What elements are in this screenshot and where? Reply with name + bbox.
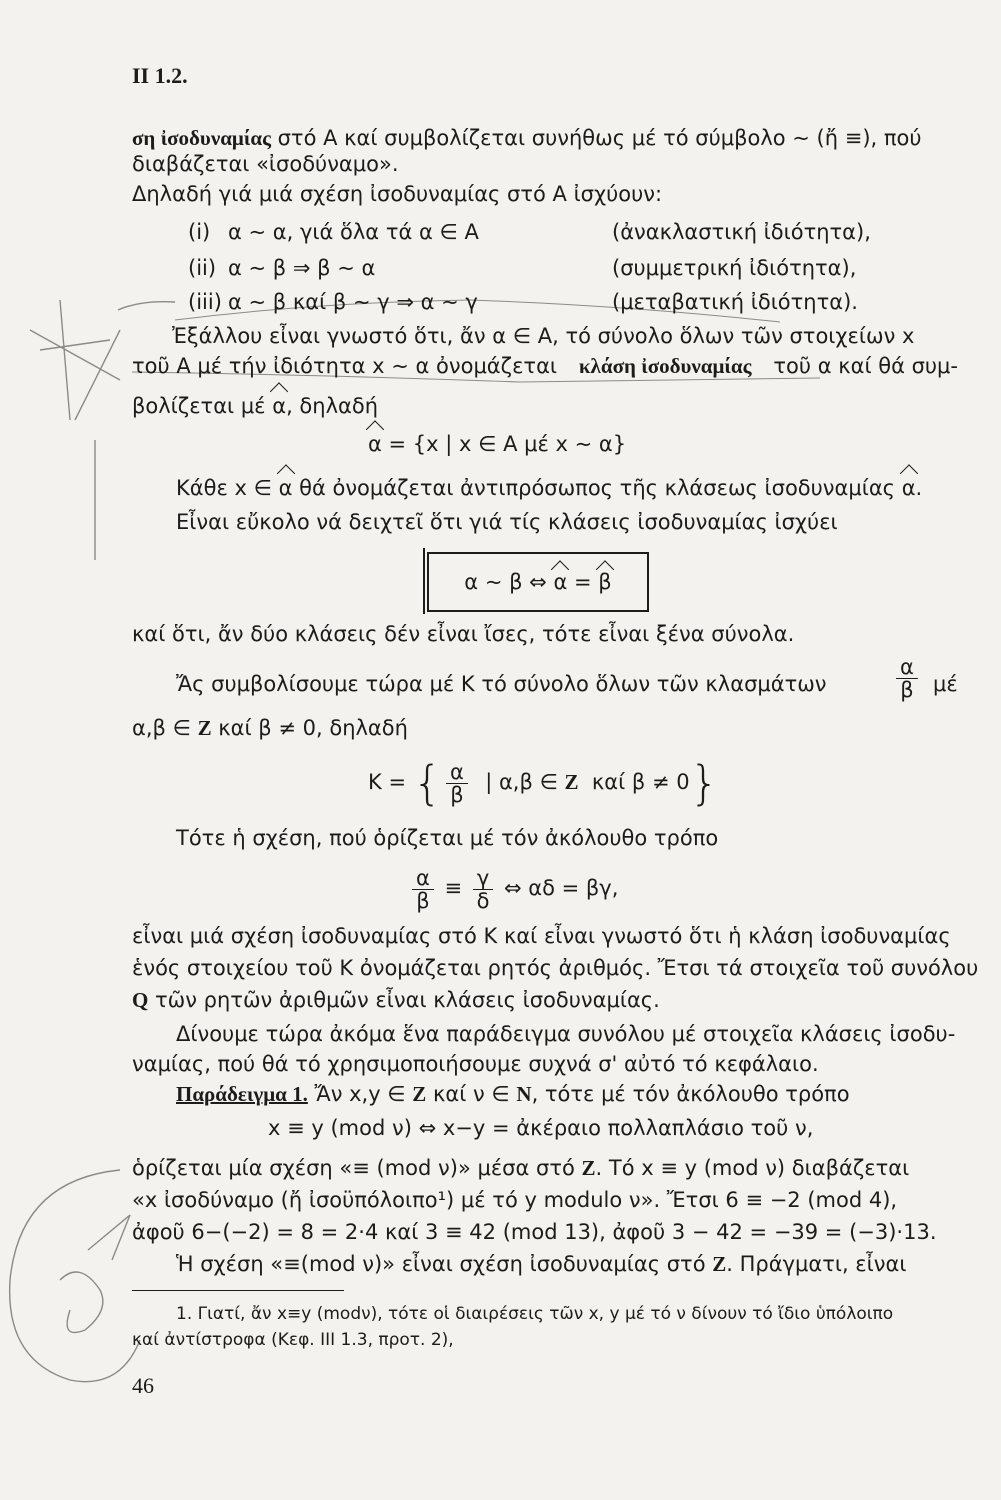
numerator: α	[446, 761, 468, 784]
property-label: (ii)	[188, 256, 217, 280]
text-line: ἑνός στοιχείου τοῦ Κ ὀνομάζεται ρητός ἀριθμός. Ἔτσι τά στοιχεῖα τοῦ συνόλου	[132, 956, 979, 980]
formula: = {x | x ∈ Α μέ x ∼ α}	[388, 432, 627, 456]
example-label: Παράδειγμα 1.	[176, 1082, 308, 1106]
bold-term: ση ἰσοδυναμίας	[132, 126, 271, 150]
text: , τότε μέ τόν ἀκόλουθο τρόπο	[531, 1082, 850, 1106]
text: , δηλαδή	[286, 394, 379, 418]
formula: ≡	[444, 876, 463, 900]
text-line: Δηλαδή γιά μιά σχέση ἰσοδυναμίας στό Α ἰσχύουν:	[132, 182, 663, 206]
set-symbol: Z	[412, 1082, 427, 1106]
denominator: β	[416, 888, 430, 913]
example-heading	[176, 1080, 850, 1108]
numerator: α	[896, 656, 918, 679]
formula: α ∼ β ⇔	[464, 570, 547, 594]
property-label: (iii)	[188, 290, 222, 314]
property-formula: α ∼ β καί β ∼ γ ⇒ α ∼ γ	[228, 290, 478, 314]
set-symbol: Z	[581, 1156, 596, 1180]
property-label: (i)	[188, 220, 211, 244]
footnote-line: καί ἀντίστροφα (Κεφ. ΙΙΙ 1.3, προτ. 2),	[132, 1330, 454, 1350]
text: Ἄν x,y ∈	[314, 1082, 406, 1106]
bold-term: κλάση ἰσοδυναμίας	[578, 354, 752, 378]
hat-symbol: α	[553, 570, 568, 594]
denominator: δ	[476, 888, 490, 913]
text: Ἡ σχέση «≡(mod ν)» εἶναι σχέση ἰσοδυναμίας στό	[176, 1252, 706, 1276]
text-line	[132, 1154, 909, 1182]
hat-symbol: α	[278, 476, 293, 500]
set-symbol: Z	[197, 716, 212, 740]
formula: =	[573, 570, 592, 594]
text-line	[176, 1250, 906, 1278]
text: μέ	[933, 672, 958, 696]
footnote-line: 1. Γιατί, ἄν x≡y (modν), τότε οἱ διαιρέσεις τῶν x, y μέ τό ν δίνουν τό ἴδιο ὑπόλοιπο	[176, 1304, 894, 1324]
set-symbol: Q	[132, 988, 149, 1012]
section-number: II 1.2.	[132, 63, 188, 88]
property-formula: α ∼ β ⇒ β ∼ α	[228, 256, 376, 280]
text: τοῦ Α μέ τήν ἰδιότητα x ∼ α ὀνομάζεται	[132, 354, 558, 378]
text-line: Ἐξάλλου εἶναι γνωστό ὅτι, ἄν α ∈ Α, τό σύνολο ὅλων τῶν στοιχείων x	[172, 324, 915, 348]
set-K-definition: Κ = { $\frac{\alpha}{\beta}$ | α,β ∈ Z καί β ≠ 0}	[368, 756, 719, 810]
text-line: Εἶναι εὔκολο νά δειχτεῖ ὅτι γιά τίς κλάσεις ἰσοδυναμίας ἰσχύει	[176, 510, 838, 534]
denominator: β	[450, 782, 464, 807]
text: καί β ≠ 0, δηλαδή	[218, 716, 408, 740]
property-formula: α ∼ α, γιά ὅλα τά α ∈ Α	[228, 220, 479, 244]
formula: ⇔ αδ = βγ,	[503, 876, 619, 900]
text-line: καί ὅτι, ἄν δύο κλάσεις δέν εἶναι ἴσες, τότε εἶναι ξένα σύνολα.	[132, 622, 795, 646]
text: βολίζεται μέ	[132, 394, 266, 418]
text-line	[176, 474, 936, 502]
text-line: Τότε ἡ σχέση, πού ὁρίζεται μέ τόν ἀκόλουθο τρόπο	[176, 826, 719, 850]
text-line	[132, 714, 408, 742]
set-symbol: N	[516, 1082, 532, 1106]
formula: | α,β ∈	[485, 770, 558, 794]
text-line: ναμίας, πού θά τό χρησιμοποιήσουμε συχνά σ' αὐτό τό κεφάλαιο.	[132, 1052, 819, 1076]
text: .	[915, 476, 923, 500]
set-symbol: Z	[564, 770, 579, 794]
text: τῶν ρητῶν ἀριθμῶν εἶναι κλάσεις ἰσοδυναμίας.	[155, 988, 660, 1012]
text: ὁρίζεται μία σχέση «≡ (mod ν)» μέσα στό	[132, 1156, 575, 1180]
formula: καί β ≠ 0	[591, 770, 690, 794]
text-line	[132, 124, 958, 152]
denominator: β	[900, 678, 914, 702]
text-line: διαβάζεται «ἰσοδύναμο».	[132, 152, 399, 176]
property-name: (μεταβατική ἰδιότητα).	[612, 290, 858, 314]
numerator: α	[412, 867, 434, 890]
hat-symbol: β	[598, 570, 612, 594]
page-number: 46	[132, 1373, 154, 1398]
footnote-rule	[132, 1290, 344, 1291]
class-definition	[368, 430, 626, 458]
text: . Τό x ≡ y (mod ν) διαβάζεται	[595, 1156, 910, 1180]
text: θά ὀνομάζεται ἀντιπρόσωπος τῆς κλάσεως ἰσοδυναμίας	[299, 476, 895, 500]
text-line	[132, 986, 660, 1014]
text: στό Α καί συμβολίζεται συνήθως μέ τό σύμβολο ∼ (ἤ ≡), πού	[270, 126, 922, 150]
property-name: (συμμετρική ἰδιότητα),	[612, 256, 857, 280]
hat-symbol: α	[272, 394, 287, 418]
formula: Κ =	[368, 770, 407, 794]
text: καί ν ∈	[433, 1082, 510, 1106]
boxed-formula	[427, 552, 649, 612]
text: τοῦ α καί θά συμ-	[773, 354, 958, 378]
text-line	[132, 392, 958, 420]
fraction	[892, 656, 922, 701]
text: . Πράγματι, εἶναι	[726, 1252, 907, 1276]
congruence-formula: x ≡ y (mod ν) ⇔ x−y = ἀκέραιο πολλαπλάσιο τοῦ ν,	[268, 1116, 814, 1140]
set-symbol: Z	[712, 1252, 727, 1276]
numerator: γ	[473, 867, 493, 890]
text-line: εἶναι μιά σχέση ἰσοδυναμίας στό Κ καί εἶναι γνωστό ὅτι ἡ κλάση ἰσοδυναμίας	[132, 924, 951, 948]
relation-formula	[408, 858, 618, 918]
text-line: Ἄς συμβολίσουμε τώρα μέ Κ τό σύνολο ὅλων τῶν κλασμάτων	[176, 672, 827, 696]
hat-symbol: α	[901, 476, 916, 500]
text: α,β ∈	[132, 716, 191, 740]
text: Κάθε x ∈	[176, 476, 272, 500]
hat-symbol: α	[368, 432, 382, 456]
text-line: «x ἰσοδύναμο (ἤ ἰσοϋπόλοιπο¹) μέ τό y modulo ν». Ἔτσι 6 ≡ −2 (mod 4),	[132, 1188, 898, 1212]
text-line	[132, 352, 958, 380]
text-line: ἀφοῦ 6−(−2) = 8 = 2·4 καί 3 ≡ 42 (mod 13), ἀφοῦ 3 − 42 = −39 = (−3)·13.	[132, 1220, 937, 1244]
property-name: (ἀνακλαστική ἰδιότητα),	[612, 220, 871, 244]
text-line: Δίνουμε τώρα ἀκόμα ἕνα παράδειγμα συνόλου μέ στοιχεῖα κλάσεις ἰσοδυ-	[176, 1022, 956, 1046]
